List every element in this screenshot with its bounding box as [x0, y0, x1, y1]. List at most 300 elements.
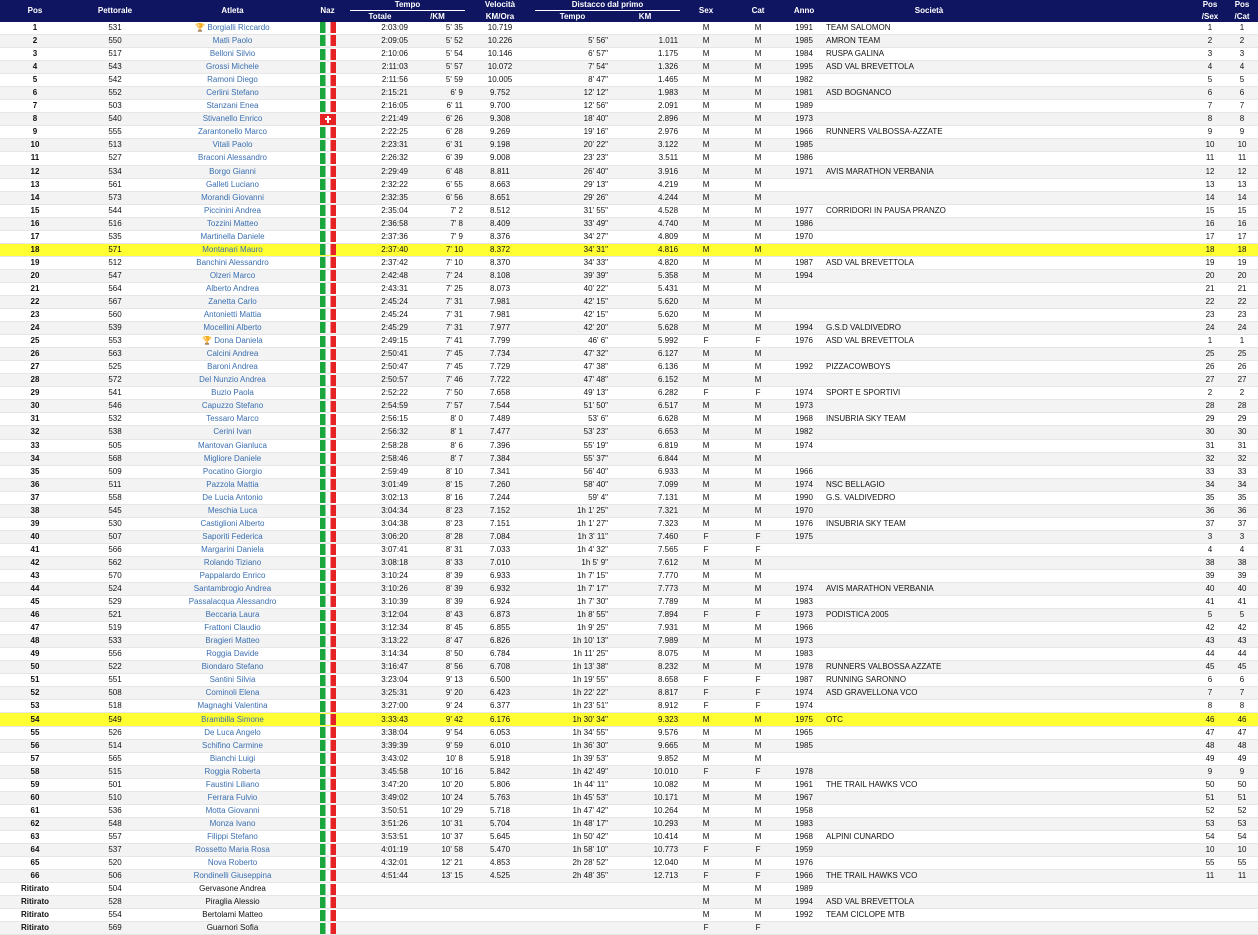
speed-kmh: 8.376: [465, 230, 535, 243]
athlete-name[interactable]: [160, 113, 305, 126]
header-pos-cat-2: /Cat: [1226, 11, 1258, 23]
category-cell: F: [732, 674, 784, 687]
pos-cell: 6: [0, 87, 70, 100]
club-name: [824, 309, 1034, 322]
total-time: 3:12:04: [350, 609, 410, 622]
pace-per-km: 8' 23: [410, 504, 465, 517]
athlete-name-text: Zanetta Carlo: [208, 297, 257, 306]
pace-per-km: 9' 59: [410, 739, 465, 752]
athlete-name[interactable]: [160, 687, 305, 700]
athlete-name[interactable]: [160, 178, 305, 191]
pos-by-cat: 13: [1226, 178, 1258, 191]
pos-cell: 58: [0, 765, 70, 778]
gap-time: 18' 40": [535, 113, 610, 126]
gap-time: 59' 4": [535, 491, 610, 504]
italy-flag-icon: [320, 649, 336, 660]
gap-time: 2h 28' 52": [535, 857, 610, 870]
table-row: [0, 348, 1258, 361]
club-name: AVIS MARATHON VERBANIA: [824, 165, 1034, 178]
athlete-name[interactable]: [160, 648, 305, 661]
gap-km: 5.992: [610, 335, 680, 348]
nationality-flag: [305, 804, 350, 817]
gap-time: 34' 31": [535, 243, 610, 256]
pos-cell: 21: [0, 282, 70, 295]
athlete-name[interactable]: [160, 400, 305, 413]
table-row: [0, 909, 1258, 922]
athlete-name-text: Baroni Andrea: [207, 362, 258, 372]
athlete-name-text: Bertolami Matteo: [202, 910, 263, 920]
athlete-name[interactable]: [160, 152, 305, 165]
birth-year: 1974: [784, 478, 824, 491]
category-cell: F: [732, 335, 784, 348]
athlete-name[interactable]: [160, 387, 305, 400]
birth-year: 1973: [784, 635, 824, 648]
athlete-name[interactable]: [160, 674, 305, 687]
sex-cell: M: [680, 830, 732, 843]
pos-by-sex: 14: [1194, 191, 1226, 204]
athlete-name[interactable]: [160, 439, 305, 452]
gap-time: 1h 10' 13": [535, 635, 610, 648]
club-name: G.S.D VALDIVEDRO: [824, 322, 1034, 335]
pace-per-km: 7' 45: [410, 348, 465, 361]
sex-cell: M: [680, 517, 732, 530]
birth-year: 1966: [784, 622, 824, 635]
table-row: [0, 439, 1258, 452]
gap-km: [610, 896, 680, 909]
athlete-name[interactable]: [160, 726, 305, 739]
athlete-name[interactable]: [160, 857, 305, 870]
spacer: [1034, 713, 1194, 726]
athlete-name[interactable]: [160, 295, 305, 308]
athlete-name[interactable]: [160, 269, 305, 282]
pos-cell: 16: [0, 217, 70, 230]
athlete-name[interactable]: [160, 361, 305, 374]
table-row: [0, 452, 1258, 465]
athlete-name[interactable]: [160, 100, 305, 113]
gap-km: 6.517: [610, 400, 680, 413]
category-cell: M: [732, 556, 784, 569]
athlete-name-text: Olzeri Marco: [209, 270, 256, 280]
sex-cell: F: [680, 609, 732, 622]
category-cell: M: [732, 361, 784, 374]
athlete-name-text: Roggia Roberta: [204, 766, 261, 776]
gap-time: 1h 13' 38": [535, 661, 610, 674]
bib-cell: 547: [70, 269, 160, 282]
pos-by-sex: 32: [1194, 452, 1226, 465]
pace-per-km: 8' 50: [410, 648, 465, 661]
athlete-name[interactable]: [160, 870, 305, 883]
athlete-name[interactable]: [160, 661, 305, 674]
athlete-name[interactable]: [160, 713, 305, 726]
athlete-name[interactable]: [160, 465, 305, 478]
athlete-name[interactable]: [160, 48, 305, 61]
nationality-flag: [305, 569, 350, 582]
pos-cell: 34: [0, 452, 70, 465]
italy-flag-icon: [320, 583, 336, 594]
sex-cell: M: [680, 426, 732, 439]
athlete-name[interactable]: [160, 778, 305, 791]
pos-cell: 10: [0, 139, 70, 152]
athlete-name[interactable]: [160, 35, 305, 48]
italy-flag-icon: [320, 414, 336, 425]
bib-cell: 516: [70, 217, 160, 230]
total-time: 4:01:19: [350, 843, 410, 856]
athlete-name: [160, 909, 305, 922]
bib-cell: 540: [70, 113, 160, 126]
pos-by-cat: 28: [1226, 400, 1258, 413]
athlete-name[interactable]: [160, 217, 305, 230]
athlete-name[interactable]: [160, 87, 305, 100]
category-cell: M: [732, 191, 784, 204]
italy-flag-icon: [320, 531, 336, 542]
table-row: [0, 896, 1258, 909]
pos-cell: 55: [0, 726, 70, 739]
speed-kmh: 7.799: [465, 335, 535, 348]
speed-kmh: 8.108: [465, 269, 535, 282]
category-cell: M: [732, 439, 784, 452]
pace-per-km: 8' 39: [410, 596, 465, 609]
pace-per-km: 9' 42: [410, 713, 465, 726]
athlete-name[interactable]: [160, 609, 305, 622]
pace-per-km: 6' 9: [410, 87, 465, 100]
athlete-name[interactable]: [160, 791, 305, 804]
pos-by-sex: 51: [1194, 791, 1226, 804]
pace-per-km: 8' 45: [410, 622, 465, 635]
pace-per-km: 8' 28: [410, 530, 465, 543]
nationality-flag: [305, 191, 350, 204]
total-time: 3:50:51: [350, 804, 410, 817]
sex-cell: M: [680, 243, 732, 256]
athlete-name[interactable]: [160, 504, 305, 517]
sex-cell: M: [680, 100, 732, 113]
athlete-name[interactable]: [160, 139, 305, 152]
gap-km: [610, 922, 680, 935]
pos-by-cat: 18: [1226, 243, 1258, 256]
speed-kmh: 7.981: [465, 295, 535, 308]
pos-by-cat: 43: [1226, 635, 1258, 648]
athlete-name[interactable]: [160, 426, 305, 439]
club-name: ASD VAL BREVETTOLA: [824, 61, 1034, 74]
pos-by-sex: 34: [1194, 478, 1226, 491]
athlete-name-text: Grossi Michele: [206, 62, 259, 72]
pace-per-km: 6' 26: [410, 113, 465, 126]
pos-by-sex: 23: [1194, 309, 1226, 322]
athlete-name[interactable]: [160, 243, 305, 256]
birth-year: 1973: [784, 400, 824, 413]
bib-cell: 567: [70, 295, 160, 308]
table-row: [0, 374, 1258, 387]
club-name: [824, 113, 1034, 126]
athlete-name[interactable]: [160, 74, 305, 87]
table-row: [0, 491, 1258, 504]
bib-cell: 571: [70, 243, 160, 256]
athlete-name[interactable]: [160, 22, 305, 35]
pace-per-km: 13' 15: [410, 870, 465, 883]
gap-km: 7.931: [610, 622, 680, 635]
speed-kmh: 10.226: [465, 35, 535, 48]
bib-cell: 536: [70, 804, 160, 817]
athlete-name[interactable]: [160, 804, 305, 817]
athlete-name-text: Montanari Mauro: [202, 244, 263, 254]
gap-time: 1h 42' 49": [535, 765, 610, 778]
pace-per-km: 6' 39: [410, 152, 465, 165]
gap-km: 1.011: [610, 35, 680, 48]
sex-cell: F: [680, 674, 732, 687]
birth-year: 1986: [784, 217, 824, 230]
athlete-name[interactable]: [160, 348, 305, 361]
athlete-name[interactable]: [160, 569, 305, 582]
birth-year: 1974: [784, 439, 824, 452]
total-time: 2:59:49: [350, 465, 410, 478]
club-name: THE TRAIL HAWKS VCO: [824, 778, 1034, 791]
athlete-name[interactable]: [160, 478, 305, 491]
athlete-name-text: Ramoni Diego: [207, 75, 258, 85]
pos-by-cat: 9: [1226, 126, 1258, 139]
spacer: [1034, 152, 1194, 165]
total-time: 3:51:26: [350, 817, 410, 830]
pace-per-km: 5' 35: [410, 22, 465, 35]
athlete-name-text: Calcini Andrea: [206, 349, 259, 359]
italy-flag-icon: [320, 610, 336, 621]
athlete-name-text: Dona Daniela: [214, 336, 263, 346]
spacer: [1034, 817, 1194, 830]
speed-kmh: 7.010: [465, 556, 535, 569]
italy-flag-icon: [320, 570, 336, 581]
athlete-name[interactable]: [160, 61, 305, 74]
table-row: [0, 322, 1258, 335]
table-row: [0, 739, 1258, 752]
pos-cell: 1: [0, 22, 70, 35]
birth-year: 1974: [784, 387, 824, 400]
athlete-name[interactable]: [160, 752, 305, 765]
club-name: ALPINI CUNARDO: [824, 830, 1034, 843]
athlete-name[interactable]: [160, 765, 305, 778]
club-name: [824, 739, 1034, 752]
total-time: 3:02:13: [350, 491, 410, 504]
nationality-flag: [305, 348, 350, 361]
gap-time: 1h 58' 10": [535, 843, 610, 856]
athlete-name-text: Belloni Silvio: [209, 49, 256, 59]
nationality-flag: [305, 139, 350, 152]
athlete-name[interactable]: [160, 739, 305, 752]
pos-by-cat: 15: [1226, 204, 1258, 217]
total-time: 3:14:34: [350, 648, 410, 661]
gap-km: 9.576: [610, 726, 680, 739]
total-time: 2:58:28: [350, 439, 410, 452]
category-cell: M: [732, 400, 784, 413]
pos-by-cat: 10: [1226, 843, 1258, 856]
athlete-name[interactable]: [160, 126, 305, 139]
club-name: AVIS MARATHON VERBANIA: [824, 583, 1034, 596]
club-name: RUSPA GALINA: [824, 48, 1034, 61]
speed-kmh: 4.853: [465, 857, 535, 870]
sex-cell: M: [680, 282, 732, 295]
pos-by-cat: [1226, 896, 1258, 909]
category-cell: M: [732, 452, 784, 465]
total-time: [350, 922, 410, 935]
pos-by-sex: 13: [1194, 178, 1226, 191]
athlete-name[interactable]: [160, 335, 305, 348]
athlete-name[interactable]: [160, 230, 305, 243]
pos-by-sex: 53: [1194, 817, 1226, 830]
birth-year: 1974: [784, 687, 824, 700]
sex-cell: M: [680, 817, 732, 830]
athlete-name[interactable]: [160, 204, 305, 217]
gap-time: [535, 909, 610, 922]
athlete-name[interactable]: [160, 256, 305, 269]
athlete-name[interactable]: [160, 556, 305, 569]
club-name: [824, 622, 1034, 635]
pos-by-cat: 39: [1226, 569, 1258, 582]
spacer: [1034, 909, 1194, 922]
bib-cell: 562: [70, 556, 160, 569]
pos-by-sex: 18: [1194, 243, 1226, 256]
spacer: [1034, 113, 1194, 126]
athlete-name[interactable]: [160, 322, 305, 335]
pos-cell: 3: [0, 48, 70, 61]
italy-flag-icon: [320, 675, 336, 686]
athlete-name[interactable]: [160, 374, 305, 387]
athlete-name[interactable]: [160, 543, 305, 556]
category-cell: M: [732, 909, 784, 922]
pos-by-cat: [1226, 922, 1258, 935]
pos-by-sex: 10: [1194, 843, 1226, 856]
pos-by-cat: 8: [1226, 700, 1258, 713]
category-cell: M: [732, 583, 784, 596]
athlete-name[interactable]: [160, 517, 305, 530]
spacer: [1034, 687, 1194, 700]
category-cell: M: [732, 648, 784, 661]
pos-by-cat: 2: [1226, 387, 1258, 400]
bib-cell: 512: [70, 256, 160, 269]
gap-time: 58' 40": [535, 478, 610, 491]
italy-flag-icon: [320, 479, 336, 490]
bib-cell: 545: [70, 504, 160, 517]
athlete-name[interactable]: [160, 596, 305, 609]
total-time: 3:04:34: [350, 504, 410, 517]
athlete-name[interactable]: [160, 191, 305, 204]
club-name: [824, 556, 1034, 569]
header-velocita-unit: KM/Ora: [465, 11, 535, 23]
pos-cell: 54: [0, 713, 70, 726]
pos-by-cat: 33: [1226, 465, 1258, 478]
sex-cell: M: [680, 622, 732, 635]
birth-year: 1987: [784, 674, 824, 687]
sex-cell: M: [680, 152, 732, 165]
spacer: [1034, 335, 1194, 348]
athlete-name[interactable]: [160, 830, 305, 843]
total-time: 2:03:09: [350, 22, 410, 35]
pace-per-km: 6' 11: [410, 100, 465, 113]
speed-kmh: 10.719: [465, 22, 535, 35]
pace-per-km: 5' 52: [410, 35, 465, 48]
athlete-name[interactable]: [160, 622, 305, 635]
table-row: [0, 556, 1258, 569]
athlete-name-text: Cominoli Elena: [205, 688, 260, 698]
nationality-flag: [305, 204, 350, 217]
table-row: [0, 426, 1258, 439]
athlete-name[interactable]: [160, 583, 305, 596]
nationality-flag: [305, 752, 350, 765]
athlete-name[interactable]: [160, 530, 305, 543]
athlete-name-text: Buzio Paola: [211, 388, 254, 398]
athlete-name-text: Beccaria Laura: [205, 610, 260, 620]
athlete-name[interactable]: [160, 491, 305, 504]
nationality-flag: [305, 309, 350, 322]
table-row: [0, 191, 1258, 204]
gap-km: 5.431: [610, 282, 680, 295]
spacer: [1034, 778, 1194, 791]
table-row: [0, 752, 1258, 765]
pos-by-sex: 45: [1194, 661, 1226, 674]
gap-km: 6.933: [610, 465, 680, 478]
gap-time: 1h 1' 25": [535, 504, 610, 517]
bib-cell: 505: [70, 439, 160, 452]
pos-by-sex: 28: [1194, 400, 1226, 413]
pos-cell: 13: [0, 178, 70, 191]
pos-by-sex: 20: [1194, 269, 1226, 282]
athlete-name[interactable]: [160, 700, 305, 713]
gap-km: 4.809: [610, 230, 680, 243]
sex-cell: M: [680, 452, 732, 465]
bib-cell: 517: [70, 48, 160, 61]
italy-flag-icon: [320, 388, 336, 399]
speed-kmh: 9.198: [465, 139, 535, 152]
athlete-name[interactable]: [160, 635, 305, 648]
athlete-name[interactable]: [160, 413, 305, 426]
athlete-name[interactable]: [160, 282, 305, 295]
athlete-name[interactable]: [160, 843, 305, 856]
italy-flag-icon: [320, 766, 336, 777]
nationality-flag: [305, 661, 350, 674]
pos-by-cat: 3: [1226, 48, 1258, 61]
athlete-name[interactable]: [160, 309, 305, 322]
nationality-flag: [305, 126, 350, 139]
speed-kmh: [465, 922, 535, 935]
sex-cell: M: [680, 439, 732, 452]
nationality-flag: [305, 295, 350, 308]
table-row: [0, 922, 1258, 935]
nationality-flag: [305, 269, 350, 282]
pace-per-km: 5' 59: [410, 74, 465, 87]
bib-cell: 549: [70, 713, 160, 726]
table-row: [0, 583, 1258, 596]
athlete-name[interactable]: [160, 817, 305, 830]
spacer: [1034, 361, 1194, 374]
gap-time: 1h 1' 27": [535, 517, 610, 530]
spacer: [1034, 791, 1194, 804]
birth-year: 1982: [784, 426, 824, 439]
nationality-flag: [305, 687, 350, 700]
total-time: 3:10:26: [350, 583, 410, 596]
gap-km: 2.976: [610, 126, 680, 139]
gap-time: 29' 26": [535, 191, 610, 204]
pos-cell: 53: [0, 700, 70, 713]
athlete-name-text: Santambrogio Andrea: [193, 584, 272, 594]
gap-time: 20' 22": [535, 139, 610, 152]
pace-per-km: 7' 57: [410, 400, 465, 413]
italy-flag-icon: [320, 231, 336, 242]
total-time: 2:37:36: [350, 230, 410, 243]
table-row: [0, 400, 1258, 413]
speed-kmh: 10.072: [465, 61, 535, 74]
athlete-name-text: Alberto Andrea: [206, 283, 259, 293]
athlete-name[interactable]: [160, 165, 305, 178]
pos-by-cat: 1: [1226, 335, 1258, 348]
nationality-flag: [305, 256, 350, 269]
athlete-name[interactable]: [160, 452, 305, 465]
table-row: [0, 504, 1258, 517]
